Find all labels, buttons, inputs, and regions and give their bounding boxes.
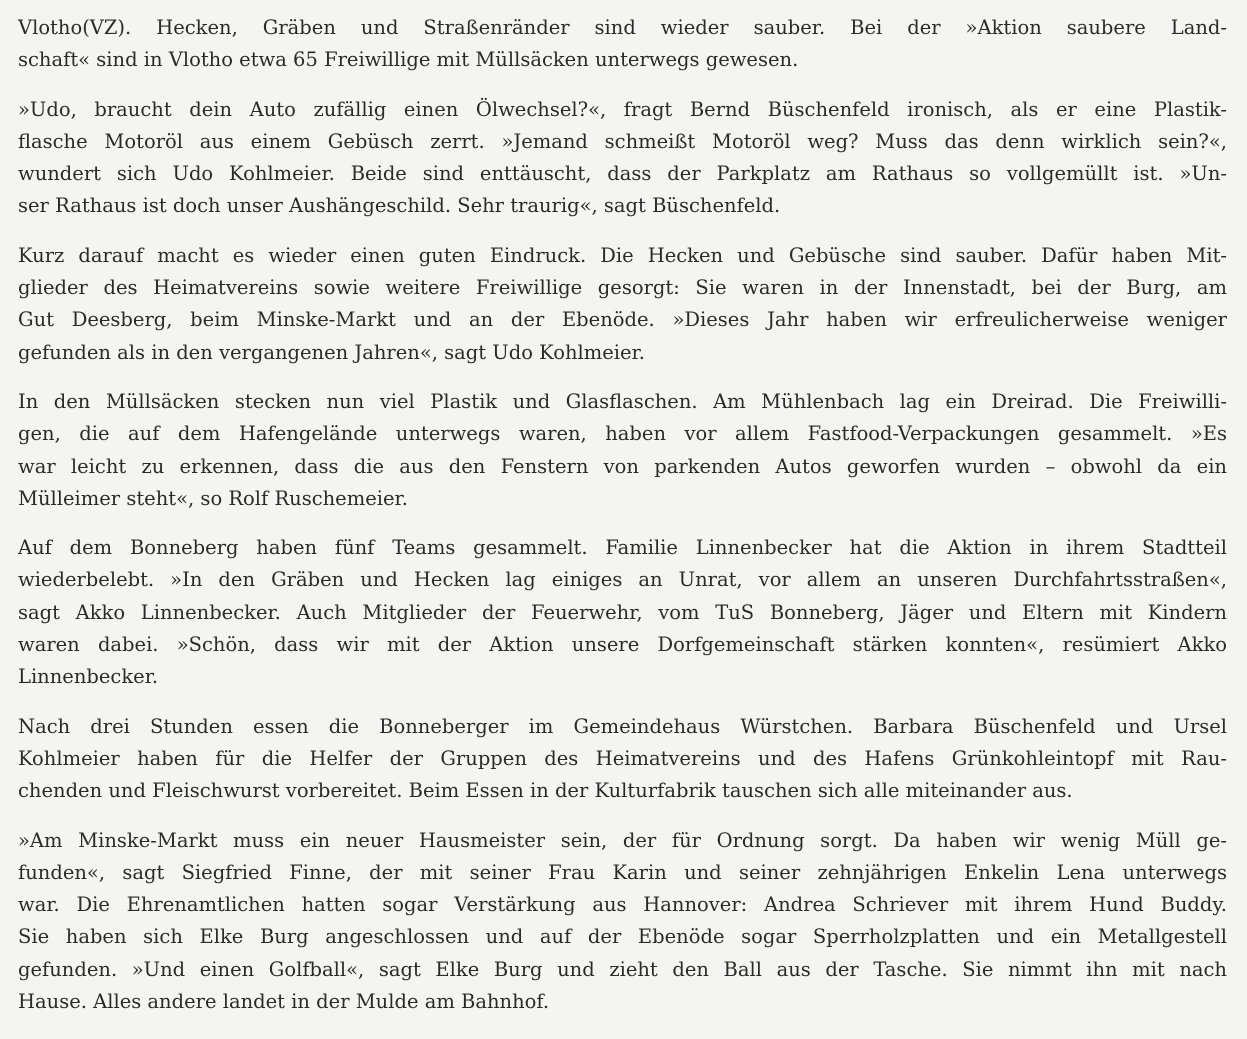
text-line: ser Rathaus ist doch unser Aushängeschild. Sehr traurig«, sagt Büschenfeld. bbox=[18, 194, 781, 218]
text-line: Nach drei Stunden essen die Bonneberger im Gemeindehaus Würstchen. Barbara Büschenfeld und Ursel bbox=[18, 714, 1227, 738]
text-line: »Udo, braucht dein Auto zufällig einen Ölwechsel?«, fragt Bernd Büschenfeld ironisch, als er eine Plastik- bbox=[18, 97, 1227, 121]
text-line: Kohlmeier haben für die Helfer der Gruppen des Heimatvereins und des Hafens Grünkohleintopf mit Rau- bbox=[18, 746, 1227, 770]
text-line: wundert sich Udo Kohlmeier. Beide sind enttäuscht, dass der Parkplatz am Rathaus so vollgemüllt ist. »Un- bbox=[18, 162, 1227, 186]
text-line: war leicht zu erkennen, dass die aus den Fenstern von parkenden Autos geworfen wurden – obwohl da ein bbox=[18, 454, 1227, 478]
text-line: schaft« sind in Vlotho etwa 65 Freiwillige mit Müllsäcken unterwegs gewesen. bbox=[18, 48, 799, 72]
text-line: gen, die auf dem Hafengelände unterwegs waren, haben vor allem Fastfood-Verpackungen gesammelt. »Es bbox=[18, 422, 1227, 446]
text-line: Linnenbecker. bbox=[18, 665, 159, 689]
paragraph-6 bbox=[18, 711, 1227, 808]
text-line: Vlotho(VZ). Hecken, Gräben und Straßenränder sind wieder sauber. Bei der »Aktion saubere Land- bbox=[18, 16, 1227, 39]
paragraph-4 bbox=[18, 386, 1227, 515]
text-line: funden«, sagt Siegfried Finne, der mit seiner Frau Karin und seiner zehnjährigen Enkelin Lena unterwegs bbox=[18, 860, 1227, 884]
text-line: Kurz darauf macht es wieder einen guten Eindruck. Die Hecken und Gebüsche sind sauber. Dafür haben Mit- bbox=[18, 243, 1227, 267]
text-line: Mülleimer steht«, so Rolf Ruschemeier. bbox=[18, 486, 408, 510]
paragraph-5 bbox=[18, 532, 1227, 693]
text-line: wiederbelebt. »In den Gräben und Hecken lag einiges an Unrat, vor allem an unseren Durchfahrtsstraßen«, bbox=[18, 568, 1227, 592]
paragraph-7 bbox=[18, 825, 1227, 1019]
paragraph-2 bbox=[18, 94, 1227, 223]
text-line: gefunden. »Und einen Golfball«, sagt Elke Burg und zieht den Ball aus der Tasche. Sie nimmt ihn mit nach bbox=[18, 957, 1227, 981]
text-line: chenden und Fleischwurst vorbereitet. Beim Essen in der Kulturfabrik tauschen sich alle miteinander aus. bbox=[18, 779, 1073, 803]
text-line: gefunden als in den vergangenen Jahren«, sagt Udo Kohlmeier. bbox=[18, 340, 645, 364]
text-line: Auf dem Bonneberg haben fünf Teams gesammelt. Familie Linnenbecker hat die Aktion in ihrem Stadtteil bbox=[18, 536, 1227, 560]
text-line: flasche Motoröl aus einem Gebüsch zerrt. »Jemand schmeißt Motoröl weg? Muss das denn wirklich sein?«, bbox=[18, 129, 1227, 153]
text-line: war. Die Ehrenamtlichen hatten sogar Verstärkung aus Hannover: Andrea Schriever mit ihrem Hund Buddy. bbox=[18, 893, 1227, 917]
paragraph-3 bbox=[18, 240, 1227, 369]
text-line: In den Müllsäcken stecken nun viel Plastik und Glasflaschen. Am Mühlenbach lag ein Dreirad. Die Freiwilli- bbox=[18, 389, 1227, 413]
text-line: Hause. Alles andere landet in der Mulde am Bahnhof. bbox=[18, 990, 550, 1014]
paragraph-1 bbox=[18, 12, 1227, 77]
text-line: Sie haben sich Elke Burg angeschlossen und auf der Ebenöde sogar Sperrholzplatten und ein Metallgestell bbox=[18, 925, 1227, 949]
text-line: glieder des Heimatvereins sowie weitere Freiwillige gesorgt: Sie waren in der Innenstadt, bei der Burg, am bbox=[18, 276, 1227, 300]
text-line: »Am Minske-Markt muss ein neuer Hausmeister sein, der für Ordnung sorgt. Da haben wir wenig Müll ge- bbox=[18, 828, 1227, 852]
text-line: sagt Akko Linnenbecker. Auch Mitglieder der Feuerwehr, vom TuS Bonneberg, Jäger und Eltern mit Kindern bbox=[18, 600, 1227, 624]
text-line: Gut Deesberg, beim Minske-Markt und an der Ebenöde. »Dieses Jahr haben wir erfreulicherweise weniger bbox=[18, 308, 1227, 332]
text-line: waren dabei. »Schön, dass wir mit der Aktion unsere Dorfgemeinschaft stärken konnten«, resümiert Akko bbox=[18, 633, 1227, 657]
